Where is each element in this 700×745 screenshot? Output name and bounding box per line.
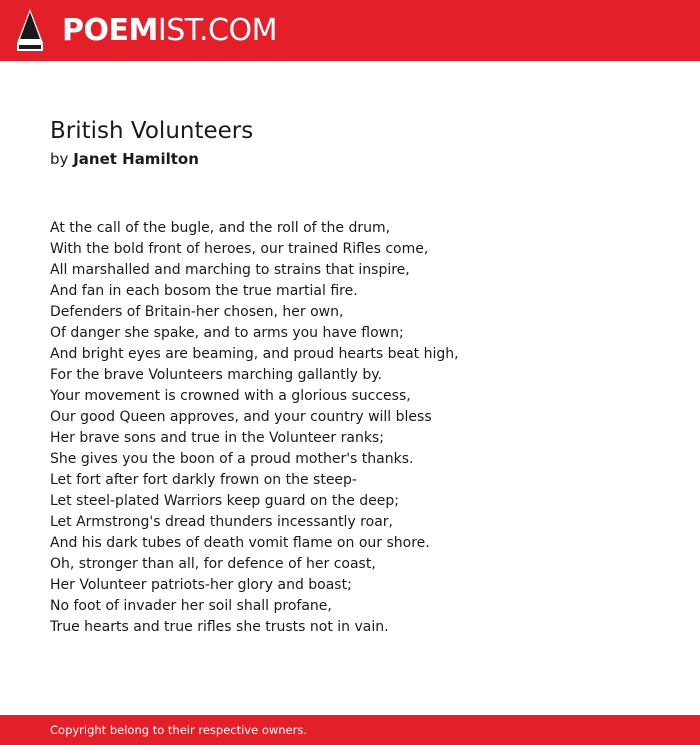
poem-line: Our good Queen approves, and your country will bless (50, 409, 432, 425)
poem-line: No foot of invader her soil shall profane, (50, 598, 332, 614)
site-footer (0, 715, 700, 745)
poem-line: And his dark tubes of death vomit flame on our shore. (50, 535, 430, 551)
copyright-text: Copyright belong to their respective owners. (50, 723, 308, 737)
poem-line: Let fort after fort darkly frown on the steep- (50, 472, 357, 488)
logo-light-text: IST.COM (157, 13, 277, 48)
poem-line: Let steel-plated Warriors keep guard on the deep; (50, 493, 399, 509)
poem-line: At the call of the bugle, and the roll of the drum, (50, 220, 391, 236)
poem-line: True hearts and true rifles she trusts not in vain. (50, 619, 389, 635)
poem-title: British Volunteers (50, 118, 254, 144)
poem-line: Your movement is crowned with a glorious success, (50, 388, 411, 404)
by-prefix: by (50, 150, 69, 168)
poem-body (50, 218, 670, 638)
poem-line: All marshalled and marching to strains that inspire, (50, 262, 410, 278)
poem-line: Oh, stronger than all, for defence of her coast, (50, 556, 376, 572)
poem-line: Her Volunteer patriots-her glory and boast; (50, 577, 352, 593)
pencil-tip-icon[interactable] (17, 9, 43, 51)
author-name: Janet Hamilton (73, 150, 199, 168)
byline (50, 148, 199, 170)
poem-line: And bright eyes are beaming, and proud hearts beat high, (50, 346, 459, 362)
site-header (0, 0, 700, 61)
logo-bold-text: POEM (62, 13, 158, 48)
poem-line: Let Armstrong's dread thunders incessantly roar, (50, 514, 393, 530)
poem-line: Defenders of Britain-her chosen, her own, (50, 304, 344, 320)
poem-line: Of danger she spake, and to arms you have flown; (50, 325, 404, 341)
poem-line: And fan in each bosom the true martial fire. (50, 283, 358, 299)
poem-line: With the bold front of heroes, our trained Rifles come, (50, 241, 429, 257)
site-logo[interactable] (62, 13, 277, 49)
poem-line: She gives you the boon of a proud mother's thanks. (50, 451, 414, 467)
poem-line: For the brave Volunteers marching gallantly by. (50, 367, 383, 383)
poem-line: Her brave sons and true in the Volunteer ranks; (50, 430, 384, 446)
